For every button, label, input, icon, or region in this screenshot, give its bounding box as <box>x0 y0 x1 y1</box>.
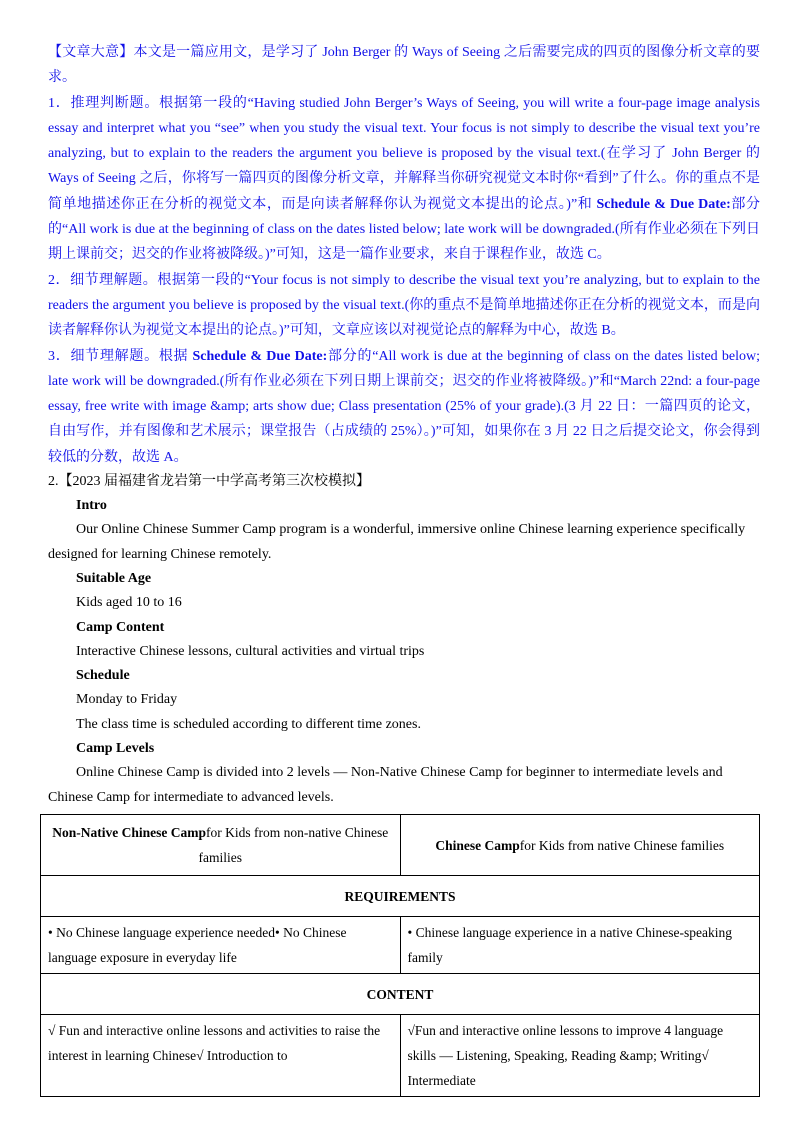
camp-article <box>48 494 760 810</box>
age-heading: Suitable Age <box>76 570 152 586</box>
non-native-camp-header: Non-Native Chinese Campfor Kids from non-native Chinese families <box>41 815 401 876</box>
native-content: √Fun and interactive online lessons to improve 4 language skills — Listening, Speaking, Reading &amp; Writing√ Intermediate <box>400 1015 760 1097</box>
answer-analysis <box>48 40 760 470</box>
intro-text: Our Online Chinese Summer Camp program is a wonderful, immersive online Chinese learning experience specifically designed for learning Chinese remotely. <box>48 522 746 562</box>
levels-text: Online Chinese Camp is divided into 2 levels — Non-Native Chinese Camp for beginner to intermediate levels and Chinese Camp for intermediate to advanced levels. <box>48 765 723 805</box>
table-row <box>41 815 760 876</box>
schedule-heading: Schedule <box>76 668 130 684</box>
table-row <box>41 1015 760 1097</box>
chinese-camp-header: Chinese Campfor Kids from native Chinese families <box>400 815 760 876</box>
question-3-analysis: 3．细节理解题。根据 Schedule & Due Date:部分的“All work is due at the beginning of class on the dates listed below; late work will be downgraded.(所有作业必须在下列日期上课前交；迟交的作业将被降级。)”和“March 22nd: a four-page essay, free write with image &amp; arts show due; Class presentation (25% of your grade).(3 月 22 日：一篇四页的论文，自由写作，并有图像和艺术展示；课堂报告（占成绩的 25%）。)”可知，如果你在 3 月 22 日之后提交论文，你会得到较低的分数，故选 A。 <box>48 348 761 465</box>
content-label: CONTENT <box>41 974 760 1015</box>
requirements-label: REQUIREMENTS <box>41 876 760 917</box>
question-1-analysis: 1．推理判断题。根据第一段的“Having studied John Berger’s Ways of Seeing, you will write a four-page image analysis essay and interpret what you “see” when you study the visual text. Your focus is not simply to describe the visual text you’re analyzing, but to explain to the readers the argument you believe is proposed by the visual text.(在学习了 John Berger 的 Ways of Seeing 之后，你将写一篇四页的图像分析文章，并解释当你研究视觉文本时你“看到”了什么。你的重点不是简单地描述你正在分析的视觉文本，而是向读者解释你认为视觉文本提出的论点。)”和 Schedule & Due Date:部分的“All work is due at the beginning of class on the dates listed below; late work will be downgraded.(所有作业必须在下列日期上课前交；迟交的作业将被降级。)”可知，这是一篇作业要求，来自于课程作业，故选 C。 <box>48 95 760 263</box>
levels-heading: Camp Levels <box>76 741 155 757</box>
native-requirements: • Chinese language experience in a native Chinese-speaking family <box>400 917 760 974</box>
non-native-requirements: • No Chinese language experience needed• No Chinese language exposure in everyday life <box>41 917 401 974</box>
table-row <box>41 974 760 1015</box>
content-heading: Camp Content <box>76 619 165 635</box>
question-2-analysis: 2．细节理解题。根据第一段的“Your focus is not simply to describe the visual text you’re analyzing, but to explain to the readers the argument you believe is proposed by the visual text.(你的重点不是简单地描述你正在分析的视觉文本，而是向读者解释你认为视觉文本提出的论点。)”可知，文章应该以对视觉论点的解释为中心，故选 B。 <box>48 272 760 339</box>
intro-heading: Intro <box>76 498 107 514</box>
camp-levels-table <box>40 814 760 1097</box>
schedule-time: The class time is scheduled according to different time zones. <box>76 716 421 732</box>
page-body <box>48 40 760 810</box>
table-row <box>41 876 760 917</box>
age-text: Kids aged 10 to 16 <box>76 595 182 611</box>
non-native-content: √ Fun and interactive online lessons and activities to raise the interest in learning Chinese√ Introduction to <box>41 1015 401 1097</box>
table-row <box>41 917 760 974</box>
content-text: Interactive Chinese lessons, cultural activities and virtual trips <box>76 643 425 659</box>
article-summary: 【文章大意】本文是一篇应用文，是学习了 John Berger 的 Ways of Seeing 之后需要完成的四页的图像分析文章的要求。 <box>48 45 760 86</box>
exam-source-title: 2.【2023 届福建省龙岩第一中学高考第三次校模拟】 <box>48 474 370 490</box>
schedule-days: Monday to Friday <box>76 692 178 708</box>
